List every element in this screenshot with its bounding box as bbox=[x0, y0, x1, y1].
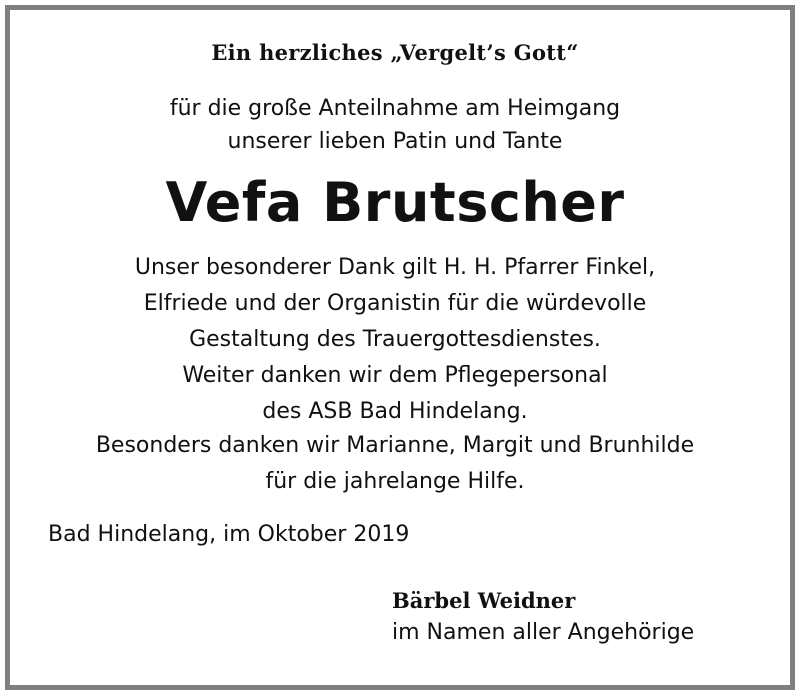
thanks-line: Gestaltung des Trauergottesdienstes. bbox=[189, 327, 601, 352]
place-date: Bad Hindelang, im Oktober 2019 bbox=[48, 522, 410, 547]
intro-line: unserer lieben Patin und Tante bbox=[227, 129, 563, 154]
thanks-line: Weiter danken wir dem Pflegepersonal bbox=[182, 363, 608, 388]
notice-thanks bbox=[0, 250, 790, 430]
thanks-additional-line: Besonders danken wir Marianne, Margit und Brunhilde bbox=[95, 433, 695, 458]
thanks-line: Elfriede und der Organistin für die würdevolle bbox=[143, 291, 647, 316]
notice-heading: Ein herzliches „Vergelt’s Gott“ bbox=[211, 40, 579, 65]
thanks-line: des ASB Bad Hindelang. bbox=[262, 399, 528, 424]
intro-line: für die große Anteilnahme am Heimgang bbox=[169, 96, 621, 121]
thanks-line: Unser besonderer Dank gilt H. H. Pfarrer Finkel, bbox=[134, 255, 656, 280]
signer-note: im Namen aller Angehörige bbox=[392, 620, 695, 645]
deceased-name: Vefa Brutscher bbox=[165, 171, 625, 234]
signer-name: Bärbel Weidner bbox=[392, 588, 576, 613]
notice-intro bbox=[0, 92, 790, 158]
thanks-additional-line: für die jahrelange Hilfe. bbox=[265, 469, 525, 494]
notice-thanks-additional bbox=[0, 428, 790, 500]
